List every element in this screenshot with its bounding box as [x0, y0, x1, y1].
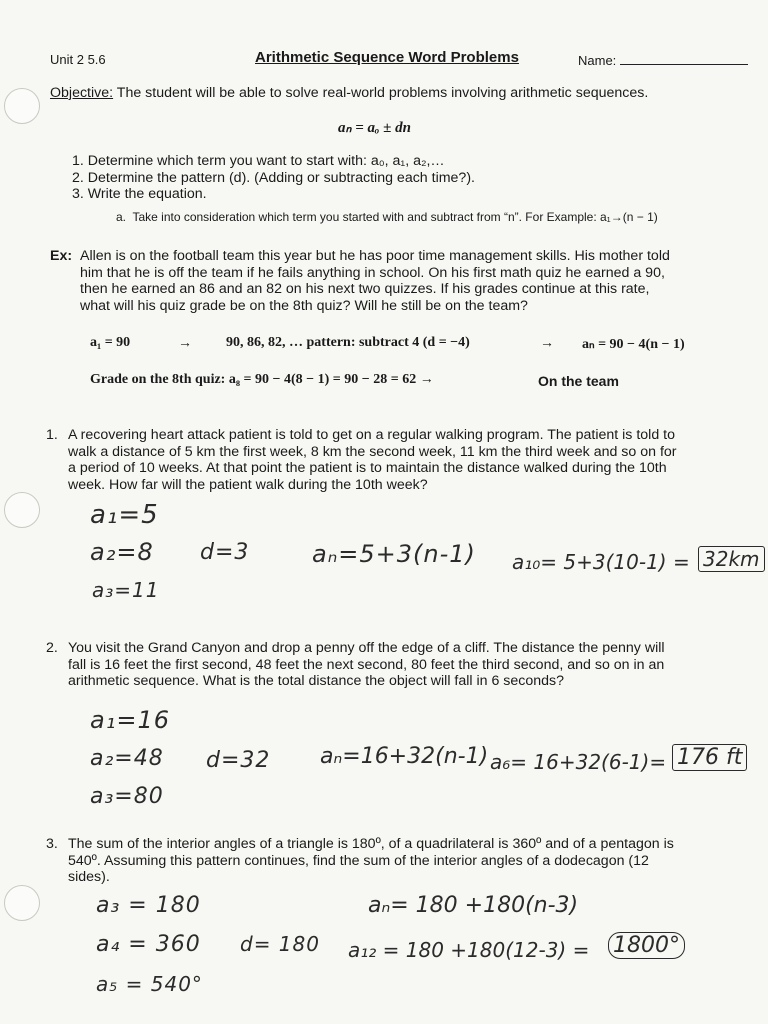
example-label: Ex:	[50, 248, 73, 264]
problem-2-text	[68, 640, 758, 690]
name-blank	[620, 52, 748, 65]
problem-1-term-3: a₃=11	[92, 578, 160, 602]
problem-1-calculation: a₁₀= 5+3(10-1) =	[512, 550, 690, 574]
problem-2-term-1: a₁=16	[90, 706, 170, 734]
objective-text: The student will be able to solve real-world problems involving arithmetic sequences.	[116, 85, 649, 101]
example-sequence: 90, 86, 82, … pattern: subtract 4 (d = −4)	[226, 335, 470, 350]
example-line: Allen is on the football team this year but he has poor time management skills. His mother told	[80, 248, 670, 264]
problem-1-term-2: a₂=8	[90, 538, 154, 566]
step-text: Determine the pattern (d). (Adding or subtracting each time?).	[87, 169, 475, 186]
punch-hole-top	[4, 88, 40, 124]
step-text: Determine which term you want to start with: a₀, a₁, a₂,…	[87, 153, 445, 169]
example-equation: aₙ = 90 − 4(n − 1)	[582, 337, 685, 352]
name-label: Name:	[578, 53, 617, 68]
problem-3-answer: 1800°	[608, 932, 685, 959]
problem-line: sides).	[68, 869, 110, 885]
step-1	[72, 153, 475, 170]
problem-3-term-2: a₄ = 360	[96, 932, 201, 957]
substep-a	[116, 210, 658, 224]
problem-3-term-1: a₃ = 180	[96, 893, 201, 918]
problem-line: You visit the Grand Canyon and drop a penny off the edge of a cliff. The distance the penny will	[68, 640, 665, 656]
problem-2-difference: d=32	[206, 748, 271, 773]
step-text: Write the equation.	[87, 186, 207, 202]
example-arrow-1: →	[178, 334, 192, 350]
example-a1: a₁ = 90	[90, 335, 131, 350]
step-2	[72, 170, 475, 187]
problem-line: fall is 16 feet the first second, 48 feet the next second, 80 feet the third second, and so on in an	[68, 656, 665, 673]
punch-hole-bottom	[4, 885, 40, 921]
problem-line: a period of 10 weeks. At that point the patient is to maintain the distance walked during the 10th	[68, 460, 667, 476]
objective	[50, 85, 648, 102]
punch-hole-middle	[4, 492, 40, 528]
example-line: what will his quiz grade be on the 8th quiz? Will he still be on the team?	[80, 297, 528, 314]
problem-1-equation: aₙ=5+3(n-1)	[312, 540, 476, 568]
substep-label: a.	[116, 210, 127, 224]
step-number: 1.	[72, 153, 84, 169]
problem-3-term-3: a₅ = 540°	[96, 972, 203, 996]
problem-1-answer: 32km	[698, 546, 765, 572]
example-work-line-1	[90, 335, 130, 351]
example-work-line-2: Grade on the 8th quiz: a₈ = 90 − 4(8 − 1) = 90 − 28 = 62 →	[90, 372, 434, 387]
problem-2-equation: aₙ=16+32(n-1)	[320, 744, 489, 769]
problem-line: The sum of the interior angles of a triangle is 180º, of a quadrilateral is 360º and of a pentagon is	[68, 836, 674, 852]
problem-3-equation: aₙ= 180 +180(n-3)	[368, 893, 579, 918]
problem-line: 540º. Assuming this pattern continues, find the sum of the interior angles of a dodecagon (12	[68, 852, 649, 869]
problem-line: week. How far will the patient walk during the 10th week?	[68, 476, 428, 493]
example-problem	[80, 248, 740, 314]
example-line: him that he is off the team if he fails anything in school. On his first math quiz he earned a 90,	[80, 264, 665, 281]
problem-2-term-2: a₂=48	[90, 746, 164, 771]
substep-text: Take into consideration which term you started with and subtract from “n”. For Example: a₁→(n − 1)	[132, 210, 658, 224]
problem-2-answer: 176 ft	[672, 744, 747, 771]
problem-line: arithmetic sequence. What is the total distance the object will fall in 6 seconds?	[68, 673, 565, 689]
objective-label: Objective:	[50, 85, 114, 101]
problem-1-text	[68, 427, 758, 493]
problem-2-calculation: a₆= 16+32(6-1)=	[490, 750, 667, 774]
example-line: then he earned an 86 and an 82 on his next two quizzes. If his grades continue at this rate,	[80, 281, 650, 297]
example-result: On the team	[538, 373, 619, 389]
problem-1-term-1: a₁=5	[90, 500, 159, 530]
general-formula: aₙ = aₒ ± dn	[338, 120, 411, 136]
problem-1-difference: d=3	[200, 540, 250, 565]
name-field	[578, 52, 748, 70]
step-number: 2.	[72, 169, 84, 186]
unit-label: Unit 2 5.6	[50, 52, 106, 67]
problem-3-difference: d= 180	[240, 932, 320, 956]
example-arrow-2: →	[540, 334, 554, 350]
problem-3-text	[68, 836, 758, 886]
page-title: Arithmetic Sequence Word Problems	[255, 49, 519, 66]
step-number: 3.	[72, 186, 84, 202]
problem-2-term-3: a₃=80	[90, 784, 164, 809]
problem-line: walk a distance of 5 km the first week, 8 km the second week, 11 km the third week and so on for	[68, 443, 677, 460]
step-3	[72, 186, 475, 203]
steps-list	[72, 153, 475, 203]
problem-2-number: 2.	[46, 640, 58, 656]
problem-3-calculation: a₁₂ = 180 +180(12-3) =	[348, 938, 590, 962]
problem-1-number: 1.	[46, 427, 58, 443]
problem-line: A recovering heart attack patient is told to get on a regular walking program. The patient is told to	[68, 427, 675, 443]
problem-3-number: 3.	[46, 836, 58, 852]
